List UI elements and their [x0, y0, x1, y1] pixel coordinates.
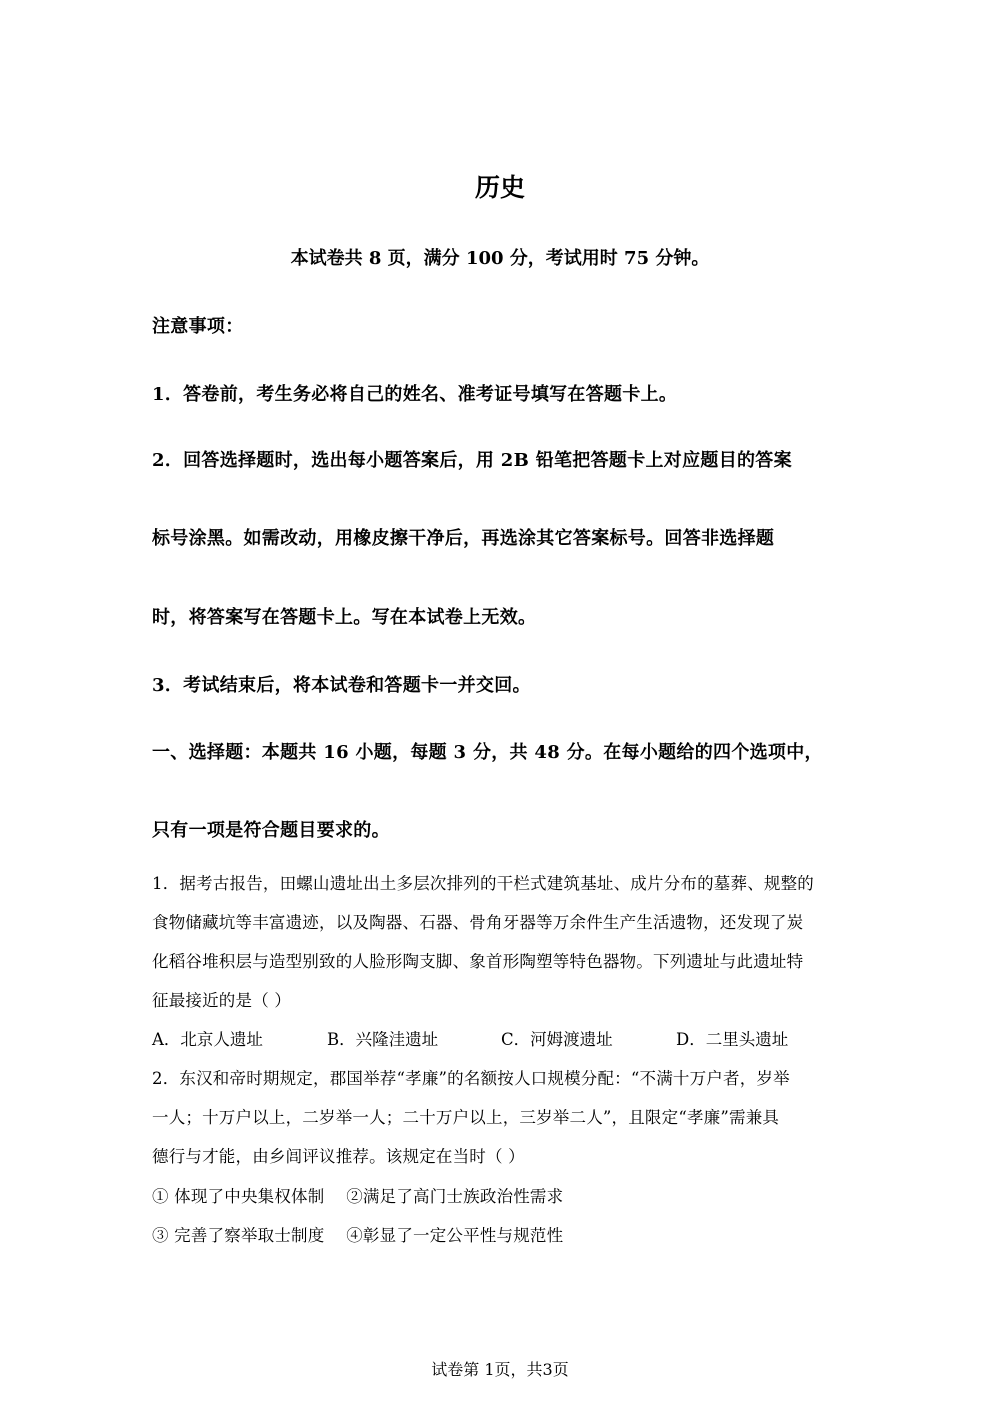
notice-heading: 注意事项：: [152, 316, 244, 337]
question-1-line: 化稻谷堆积层与造型别致的人脸形陶支脚、象首形陶塑等特色器物。下列遗址与此遗址特: [152, 952, 804, 971]
section-heading: 一、选择题：本题共 16 小题，每题 3 分，共 48 分。在每小题给的四个选项中，: [152, 742, 823, 763]
question-1-line: 食物储藏坑等丰富遗迹，以及陶器、石器、骨角牙器等万余件生产生活遗物，还发现了炭: [152, 913, 804, 932]
notice-item: 3．考试结束后，将本试卷和答题卡一并交回。: [152, 675, 531, 696]
question-1-line: 1．据考古报告，田螺山遗址出土多层次排列的干栏式建筑基址、成片分布的墓葬、规整的: [152, 874, 814, 893]
question-2-choices: ③ 完善了察举取士制度 ④彰显了一定公平性与规范性: [152, 1226, 564, 1245]
section-heading: 只有一项是符合题目要求的。: [152, 820, 390, 841]
question-2-choices: ① 体现了中央集权体制 ②满足了高门士族政治性需求: [152, 1187, 564, 1206]
option-b: B．兴隆洼遗址: [327, 1030, 439, 1049]
question-2-line: 2．东汉和帝时期规定，郡国举荐“孝廉”的名额按人口规模分配：“不满十万户者，岁举: [152, 1069, 790, 1088]
question-2-line: 一人；十万户以上，二岁举一人；二十万户以上，三岁举二人”，且限定“孝廉”需兼具: [152, 1108, 780, 1127]
notice-item: 标号涂黑。如需改动，用橡皮擦干净后，再选涂其它答案标号。回答非选择题: [152, 528, 775, 549]
option-c: C．河姆渡遗址: [501, 1030, 613, 1049]
page-footer: 试卷第 1页，共3页: [431, 1360, 569, 1379]
notice-item: 时，将答案写在答题卡上。写在本试卷上无效。: [152, 607, 537, 628]
exam-info: 本试卷共 8 页，满分 100 分，考试用时 75 分钟。: [290, 248, 710, 269]
question-1-line: 征最接近的是（ ）: [152, 991, 292, 1010]
option-d: D．二里头遗址: [676, 1030, 789, 1049]
question-2-line: 德行与才能，由乡闾评议推荐。该规定在当时（ ）: [152, 1147, 525, 1166]
notice-item: 1．答卷前，考生务必将自己的姓名、准考证号填写在答题卡上。: [152, 384, 678, 405]
option-a: A．北京人遗址: [152, 1030, 263, 1049]
page-title: 历史: [474, 173, 525, 202]
notice-item: 2．回答选择题时，选出每小题答案后，用 2B 铅笔把答题卡上对应题目的答案: [152, 450, 792, 471]
